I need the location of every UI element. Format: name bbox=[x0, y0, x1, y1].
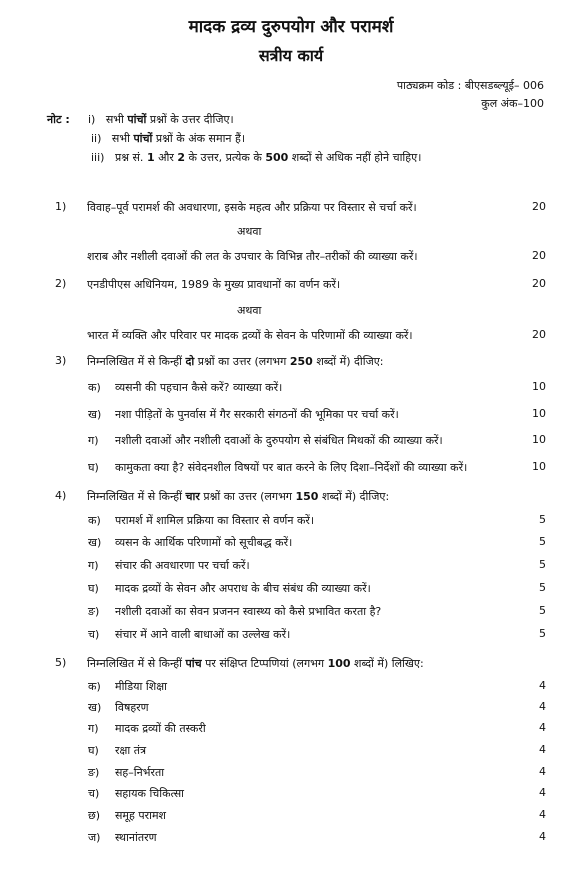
sub-question-text: मादक द्रव्यों के सेवन और अपराध के बीच संबंध की व्याख्या करें। bbox=[115, 582, 371, 595]
course-code: पाठ्यक्रम कोड : बीएसडब्ल्यूई– 006 bbox=[396, 79, 544, 92]
sub-question-text: परामर्श में शामिल प्रक्रिया का विस्तार से वर्णन करें। bbox=[115, 514, 315, 527]
question-marks: 20 bbox=[532, 277, 546, 290]
instruction-text: प्रश्नों का उत्तर (लगभग bbox=[203, 490, 292, 503]
sub-question-label: ख) bbox=[88, 536, 102, 549]
question-text-alt: भारत में व्यक्ति और परिवार पर मादक द्रव्यों के सेवन के परिणामों की व्याख्या करें। bbox=[87, 329, 413, 342]
note-text: शब्दों से अधिक नहीं होने चाहिए। bbox=[291, 151, 422, 164]
sub-question-marks: 5 bbox=[539, 604, 546, 617]
note-text: और bbox=[158, 151, 174, 164]
note-item bbox=[91, 150, 421, 165]
or-label: अथवा bbox=[237, 225, 262, 238]
sub-question-text: मादक द्रव्यों की तस्करी bbox=[115, 722, 206, 735]
question-instruction bbox=[87, 354, 384, 369]
note-text: के उत्तर, प्रत्येक के bbox=[188, 151, 262, 164]
question-marks: 20 bbox=[532, 200, 546, 213]
document-title: मादक द्रव्य दुरुपयोग और परामर्श bbox=[188, 17, 394, 37]
sub-question-text: नशीली दवाओं और नशीली दवाओं के दुरुपयोग से संबंधित मिथकों की व्याख्या करें। bbox=[115, 434, 443, 447]
sub-question-marks: 5 bbox=[539, 627, 546, 640]
question-number: 1) bbox=[55, 200, 67, 213]
or-label: अथवा bbox=[237, 304, 262, 317]
sub-question-marks: 4 bbox=[539, 679, 546, 692]
sub-question-text: नशा पीड़ितों के पुनर्वास में गैर सरकारी संगठनों की भूमिका पर चर्चा करें। bbox=[115, 408, 399, 421]
note-bold: 2 bbox=[177, 151, 186, 164]
instruction-bold: पांच bbox=[185, 657, 202, 670]
instruction-bold: 150 bbox=[295, 490, 319, 503]
question-instruction bbox=[87, 656, 424, 671]
instruction-bold: चार bbox=[185, 490, 200, 503]
sub-question-label: क) bbox=[88, 381, 101, 394]
sub-question-marks: 10 bbox=[532, 380, 546, 393]
sub-question-label: च) bbox=[88, 628, 100, 641]
note-text: सभी bbox=[105, 113, 124, 126]
sub-question-text: व्यसनी की पहचान कैसे करें? व्याख्या करें। bbox=[115, 381, 283, 394]
question-number: 4) bbox=[55, 489, 67, 502]
instruction-text: निम्नलिखित में से किन्हीं bbox=[87, 355, 182, 368]
sub-question-marks: 5 bbox=[539, 581, 546, 594]
sub-question-marks: 4 bbox=[539, 765, 546, 778]
question-marks: 20 bbox=[532, 328, 546, 341]
sub-question-text: स्थानांतरण bbox=[115, 831, 157, 844]
sub-question-marks: 4 bbox=[539, 700, 546, 713]
note-number: i) bbox=[88, 113, 96, 126]
question-number: 5) bbox=[55, 656, 67, 669]
instruction-bold: 250 bbox=[289, 355, 313, 368]
document-subtitle: सत्रीय कार्य bbox=[258, 46, 324, 65]
sub-question-label: ख) bbox=[88, 408, 102, 421]
instruction-text: पर संक्षिप्त टिप्पणियां (लगभग bbox=[205, 657, 325, 670]
sub-question-label: घ) bbox=[88, 582, 99, 595]
sub-question-text: व्यसन के आर्थिक परिणामों को सूचीबद्ध करें। bbox=[115, 536, 293, 549]
sub-question-text: सह–निर्भरता bbox=[115, 766, 165, 779]
sub-question-marks: 4 bbox=[539, 721, 546, 734]
note-item bbox=[88, 112, 234, 127]
sub-question-label: ख) bbox=[88, 701, 102, 714]
note-label: नोट : bbox=[47, 113, 70, 126]
sub-question-label: घ) bbox=[88, 461, 99, 474]
question-text: एनडीपीएस अधिनियम, 1989 के मुख्य प्रावधानों का वर्णन करें। bbox=[87, 278, 341, 291]
instruction-text: शब्दों में) दीजिए: bbox=[321, 490, 390, 503]
note-text: प्रश्नों के अंक समान हैं। bbox=[155, 132, 246, 145]
instruction-bold: दो bbox=[185, 355, 195, 368]
sub-question-text: सहायक चिकित्सा bbox=[115, 787, 185, 800]
sub-question-label: छ) bbox=[88, 809, 101, 822]
sub-question-marks: 4 bbox=[539, 808, 546, 821]
sub-question-label: च) bbox=[88, 787, 100, 800]
note-text: सभी bbox=[111, 132, 130, 145]
instruction-text: शब्दों में) लिखिए: bbox=[354, 657, 424, 670]
note-text: प्रश्न सं. bbox=[114, 151, 144, 164]
sub-question-label: ज) bbox=[88, 831, 101, 844]
sub-question-text: संचार की अवधारणा पर चर्चा करें। bbox=[115, 559, 250, 572]
note-bold: 500 bbox=[265, 151, 289, 164]
sub-question-marks: 4 bbox=[539, 830, 546, 843]
question-marks: 20 bbox=[532, 249, 546, 262]
sub-question-label: ग) bbox=[88, 434, 99, 447]
sub-question-text: समूह परामश bbox=[115, 809, 167, 822]
note-item bbox=[91, 131, 245, 146]
instruction-text: निम्नलिखित में से किन्हीं bbox=[87, 657, 182, 670]
sub-question-marks: 5 bbox=[539, 558, 546, 571]
note-bold: पांचों bbox=[133, 132, 153, 145]
question-number: 3) bbox=[55, 354, 67, 367]
instruction-bold: 100 bbox=[327, 657, 351, 670]
instruction-text: निम्नलिखित में से किन्हीं bbox=[87, 490, 182, 503]
sub-question-marks: 10 bbox=[532, 407, 546, 420]
sub-question-label: ग) bbox=[88, 559, 99, 572]
sub-question-text: नशीली दवाओं का सेवन प्रजनन स्वास्थ्य को कैसे प्रभावित करता है? bbox=[115, 605, 382, 618]
sub-question-label: क) bbox=[88, 514, 101, 527]
sub-question-marks: 10 bbox=[532, 460, 546, 473]
sub-question-label: ग) bbox=[88, 722, 99, 735]
sub-question-text: कामुकता क्या है? संवेदनशील विषयों पर बात करने के लिए दिशा–निर्देशों की व्याख्या करें। bbox=[115, 461, 468, 474]
sub-question-label: ङ) bbox=[88, 766, 100, 779]
question-instruction bbox=[87, 489, 389, 504]
sub-question-marks: 4 bbox=[539, 743, 546, 756]
sub-question-marks: 4 bbox=[539, 786, 546, 799]
sub-question-text: रक्षा तंत्र bbox=[115, 744, 147, 757]
note-text: प्रश्नों के उत्तर दीजिए। bbox=[149, 113, 234, 126]
sub-question-label: ङ) bbox=[88, 605, 100, 618]
sub-question-text: मीडिया शिक्षा bbox=[115, 680, 167, 693]
question-text: विवाह–पूर्व परामर्श की अवधारणा, इसके महत्व और प्रक्रिया पर विस्तार से चर्चा करें। bbox=[87, 201, 417, 214]
instruction-text: प्रश्नों का उत्तर (लगभग bbox=[197, 355, 287, 368]
total-marks: कुल अंक–100 bbox=[481, 97, 544, 110]
sub-question-label: घ) bbox=[88, 744, 99, 757]
sub-question-marks: 10 bbox=[532, 433, 546, 446]
question-number: 2) bbox=[55, 277, 67, 290]
sub-question-label: क) bbox=[88, 680, 101, 693]
instruction-text: शब्दों में) दीजिए: bbox=[316, 355, 384, 368]
question-text-alt: शराब और नशीली दवाओं की लत के उपचार के विभिन्न तौर–तरीकों की व्याख्या करें। bbox=[87, 250, 418, 263]
sub-question-text: संचार में आने वाली बाधाओं का उल्लेख करें। bbox=[115, 628, 291, 641]
sub-question-marks: 5 bbox=[539, 535, 546, 548]
note-bold: पांचों bbox=[127, 113, 147, 126]
note-bold: 1 bbox=[146, 151, 155, 164]
note-number: iii) bbox=[91, 151, 105, 164]
sub-question-marks: 5 bbox=[539, 513, 546, 526]
note-number: ii) bbox=[91, 132, 102, 145]
sub-question-text: विषहरण bbox=[115, 701, 149, 714]
